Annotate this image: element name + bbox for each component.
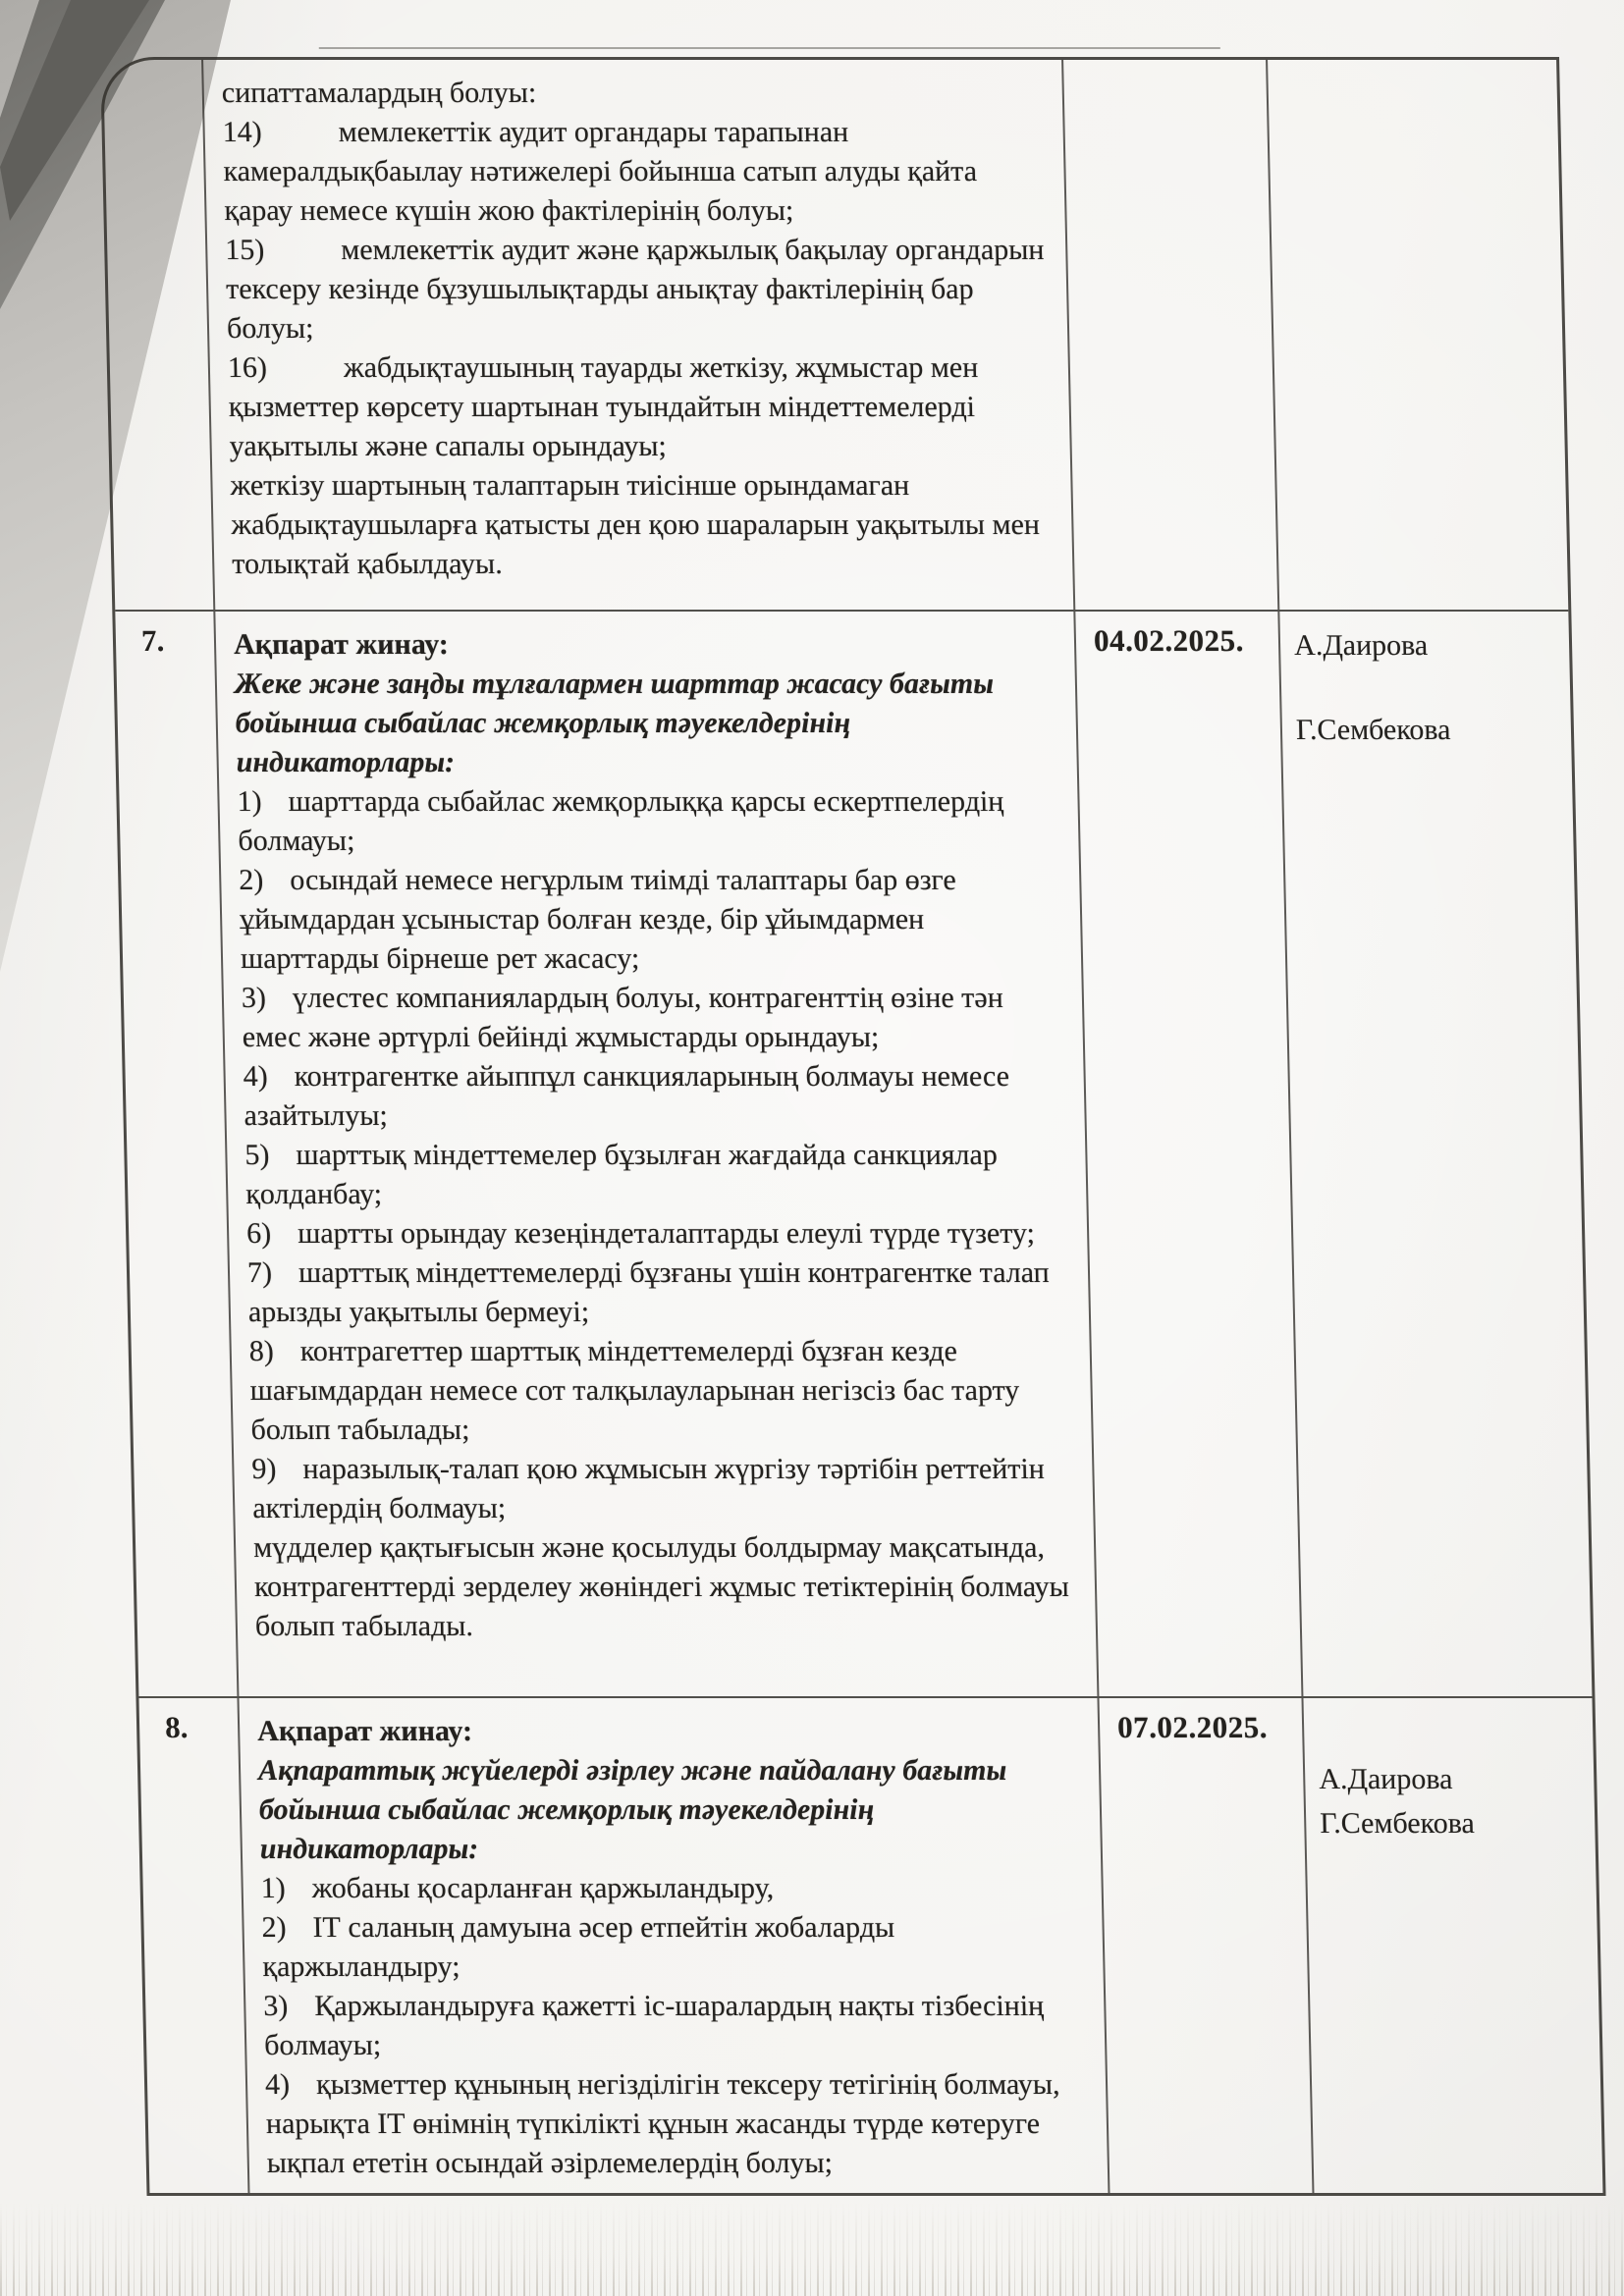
item-number: 8) bbox=[248, 1335, 275, 1367]
indicator-item: жеткізу шартының талаптарын тиісінше орындамаган жабдықтаушыларға қатысты ден қою шараларын уақытылы мен толықтай қабылдауы. bbox=[230, 469, 1041, 580]
item-number: 2) bbox=[238, 864, 264, 896]
indicator-item: сипаттамалардың болуы: bbox=[221, 77, 537, 109]
row-names-cell bbox=[1277, 612, 1592, 1696]
item-number: 4) bbox=[264, 2068, 291, 2101]
item-number: 9) bbox=[251, 1453, 277, 1485]
item-number: 1) bbox=[260, 1872, 287, 1904]
scan-noise-strip bbox=[0, 2203, 1624, 2296]
row-names-cell bbox=[1301, 1698, 1602, 2193]
indicator-item: 4) контрагентке айыппұл санкцияларының болмауы немесе азайтылуы; bbox=[243, 1057, 1065, 1136]
indicator-item: 3) үлестес компаниялардың болуы, контрагенттің өзіне тән емес және әртүрлі бейінді жұмыстарды орындауы; bbox=[241, 979, 1063, 1057]
row-date: 07.02.2025. bbox=[1116, 1710, 1269, 1744]
indicator-item: 5) шарттық міндеттемелер бұзылған жағдайда санкциялар қолданбау; bbox=[244, 1136, 1067, 1214]
indicator-item: 15) мемлекеттік аудит және қаржылық бақылау органдарын тексеру кезінде бұзушылықтарды анықтау фактілерінің бар болуы; bbox=[225, 231, 1049, 348]
item-number: 2) bbox=[261, 1911, 287, 1944]
indicator-list bbox=[221, 74, 1053, 584]
indicator-item: 14) мемлекеттік аудит органдары тарапынан камералдықбаылау нәтижелері бойынша сатып алуды қайта қарау немесе күшін жою фактілерінің болуы; bbox=[222, 113, 1046, 231]
indicator-list bbox=[237, 782, 1076, 1646]
indicator-item: 2) ІТ саланың дамуына әсер етпейтін жобаларды қаржыландыру; bbox=[261, 1908, 1084, 1987]
item-number: 6) bbox=[245, 1217, 272, 1250]
activity-subtitle: Ақпараттық жүйелерді әзірлеу және пайдалану бағыты бойынша сыбайлас жемқорлық тәуекелдерінің индикаторлары: bbox=[257, 1754, 1007, 1865]
table-row bbox=[115, 610, 1592, 1696]
table-row bbox=[138, 1696, 1602, 2193]
indicator-item: 1) жобаны қосарланған қаржыландыру, bbox=[260, 1869, 1082, 1908]
row-date-cell bbox=[1073, 612, 1301, 1696]
responsible-name: А.Даирова bbox=[1318, 1763, 1453, 1795]
activity-subtitle: Жеке және заңды тұлғалармен шарттар жасасу бағыты бойынша сыбайлас жемқорлық тәуекелдерінің индикаторлары: bbox=[234, 667, 995, 778]
activity-title: Ақпарат жинау: bbox=[256, 1715, 473, 1747]
row-date-cell bbox=[1061, 60, 1277, 610]
row-content-cell bbox=[213, 612, 1097, 1696]
indicator-item: 9) наразылық-талап қою жұмысын жүргізу тәртібін реттейтін актілердің болмауы; bbox=[251, 1450, 1074, 1528]
item-number: 3) bbox=[262, 1990, 289, 2022]
responsible-name: Г.Сембекова bbox=[1295, 714, 1451, 746]
indicator-item: 8) контрагеттер шарттық міндеттемелерді бұзған кезде шағымдардан немесе сот талқылауларынан негізсіз бас тарту болып табылады; bbox=[248, 1332, 1072, 1450]
item-number: 3) bbox=[241, 982, 267, 1014]
row-number-cell bbox=[138, 1698, 247, 2193]
item-number: 16) bbox=[227, 351, 268, 384]
row-number: 8. bbox=[164, 1710, 189, 1744]
indicator-item: 3) Қаржыландыруға қажетті іс-шаралардың нақты тізбесінің болмауы; bbox=[263, 1987, 1086, 2065]
indicator-item: 4) қызметтер құнының негізділігін тексеру тетігінің болмауы, нарықта ІТ өнімнің түпкілікті құнын жасанды түрде көтеруге ықпал ететін осындай әзірлемелердің болуы; bbox=[265, 2065, 1089, 2183]
row-number-cell bbox=[103, 60, 213, 610]
item-number: 4) bbox=[243, 1060, 269, 1093]
indicator-item: 1) шарттарда сыбайлас жемқорлыққа қарсы ескертпелердің болмауы; bbox=[237, 782, 1059, 861]
risk-indicators-table bbox=[100, 57, 1606, 2196]
responsible-name: А.Даирова bbox=[1293, 629, 1429, 662]
indicator-item: 16) жабдықтаушының тауарды жеткізу, жұмыстар мен қызметтер көрсету шартынан туындайтын міндеттемелерді уақытылы және сапалы орындауы; bbox=[227, 348, 1051, 466]
indicator-item: мүдделер қақтығысын және қосылуды болдырмау мақсатында, контрагенттерді зерделеу жөніндегі жұмыс тетіктерінің болмауы болып табылады. bbox=[252, 1531, 1070, 1642]
row-content-cell bbox=[201, 60, 1073, 610]
responsible-name: Г.Сембекова bbox=[1319, 1807, 1476, 1840]
responsible-names bbox=[1318, 1710, 1592, 1845]
indicator-item: 2) осындай немесе негұрлым тиімді талаптары бар өзге ұйымдардан ұсыныстар болған кезде, бір ұйымдармен шарттарды бірнеше рет жасасу; bbox=[239, 861, 1062, 979]
item-number: 14) bbox=[222, 116, 263, 148]
row-number: 7. bbox=[140, 623, 165, 658]
item-number: 7) bbox=[246, 1256, 273, 1289]
responsible-names bbox=[1294, 629, 1568, 747]
indicator-item: 6) шартты орындау кезеңіндеталаптарды елеулі түрде түзету; bbox=[246, 1214, 1068, 1254]
row-names-cell bbox=[1266, 60, 1568, 610]
row-date: 04.02.2025. bbox=[1093, 623, 1245, 658]
row-date-cell bbox=[1097, 1698, 1312, 2193]
activity-title: Ақпарат жинау: bbox=[233, 628, 450, 661]
table-row bbox=[103, 60, 1568, 610]
indicator-list bbox=[260, 1869, 1088, 2183]
item-number: 5) bbox=[244, 1139, 270, 1171]
row-content-cell bbox=[237, 1698, 1108, 2193]
indicator-item: 7) шарттық міндеттемелерді бұзғаны үшін контрагентке талап арызды уақытылы бермеуі; bbox=[247, 1254, 1070, 1332]
item-number: 1) bbox=[237, 785, 262, 818]
item-number: 15) bbox=[224, 234, 265, 266]
